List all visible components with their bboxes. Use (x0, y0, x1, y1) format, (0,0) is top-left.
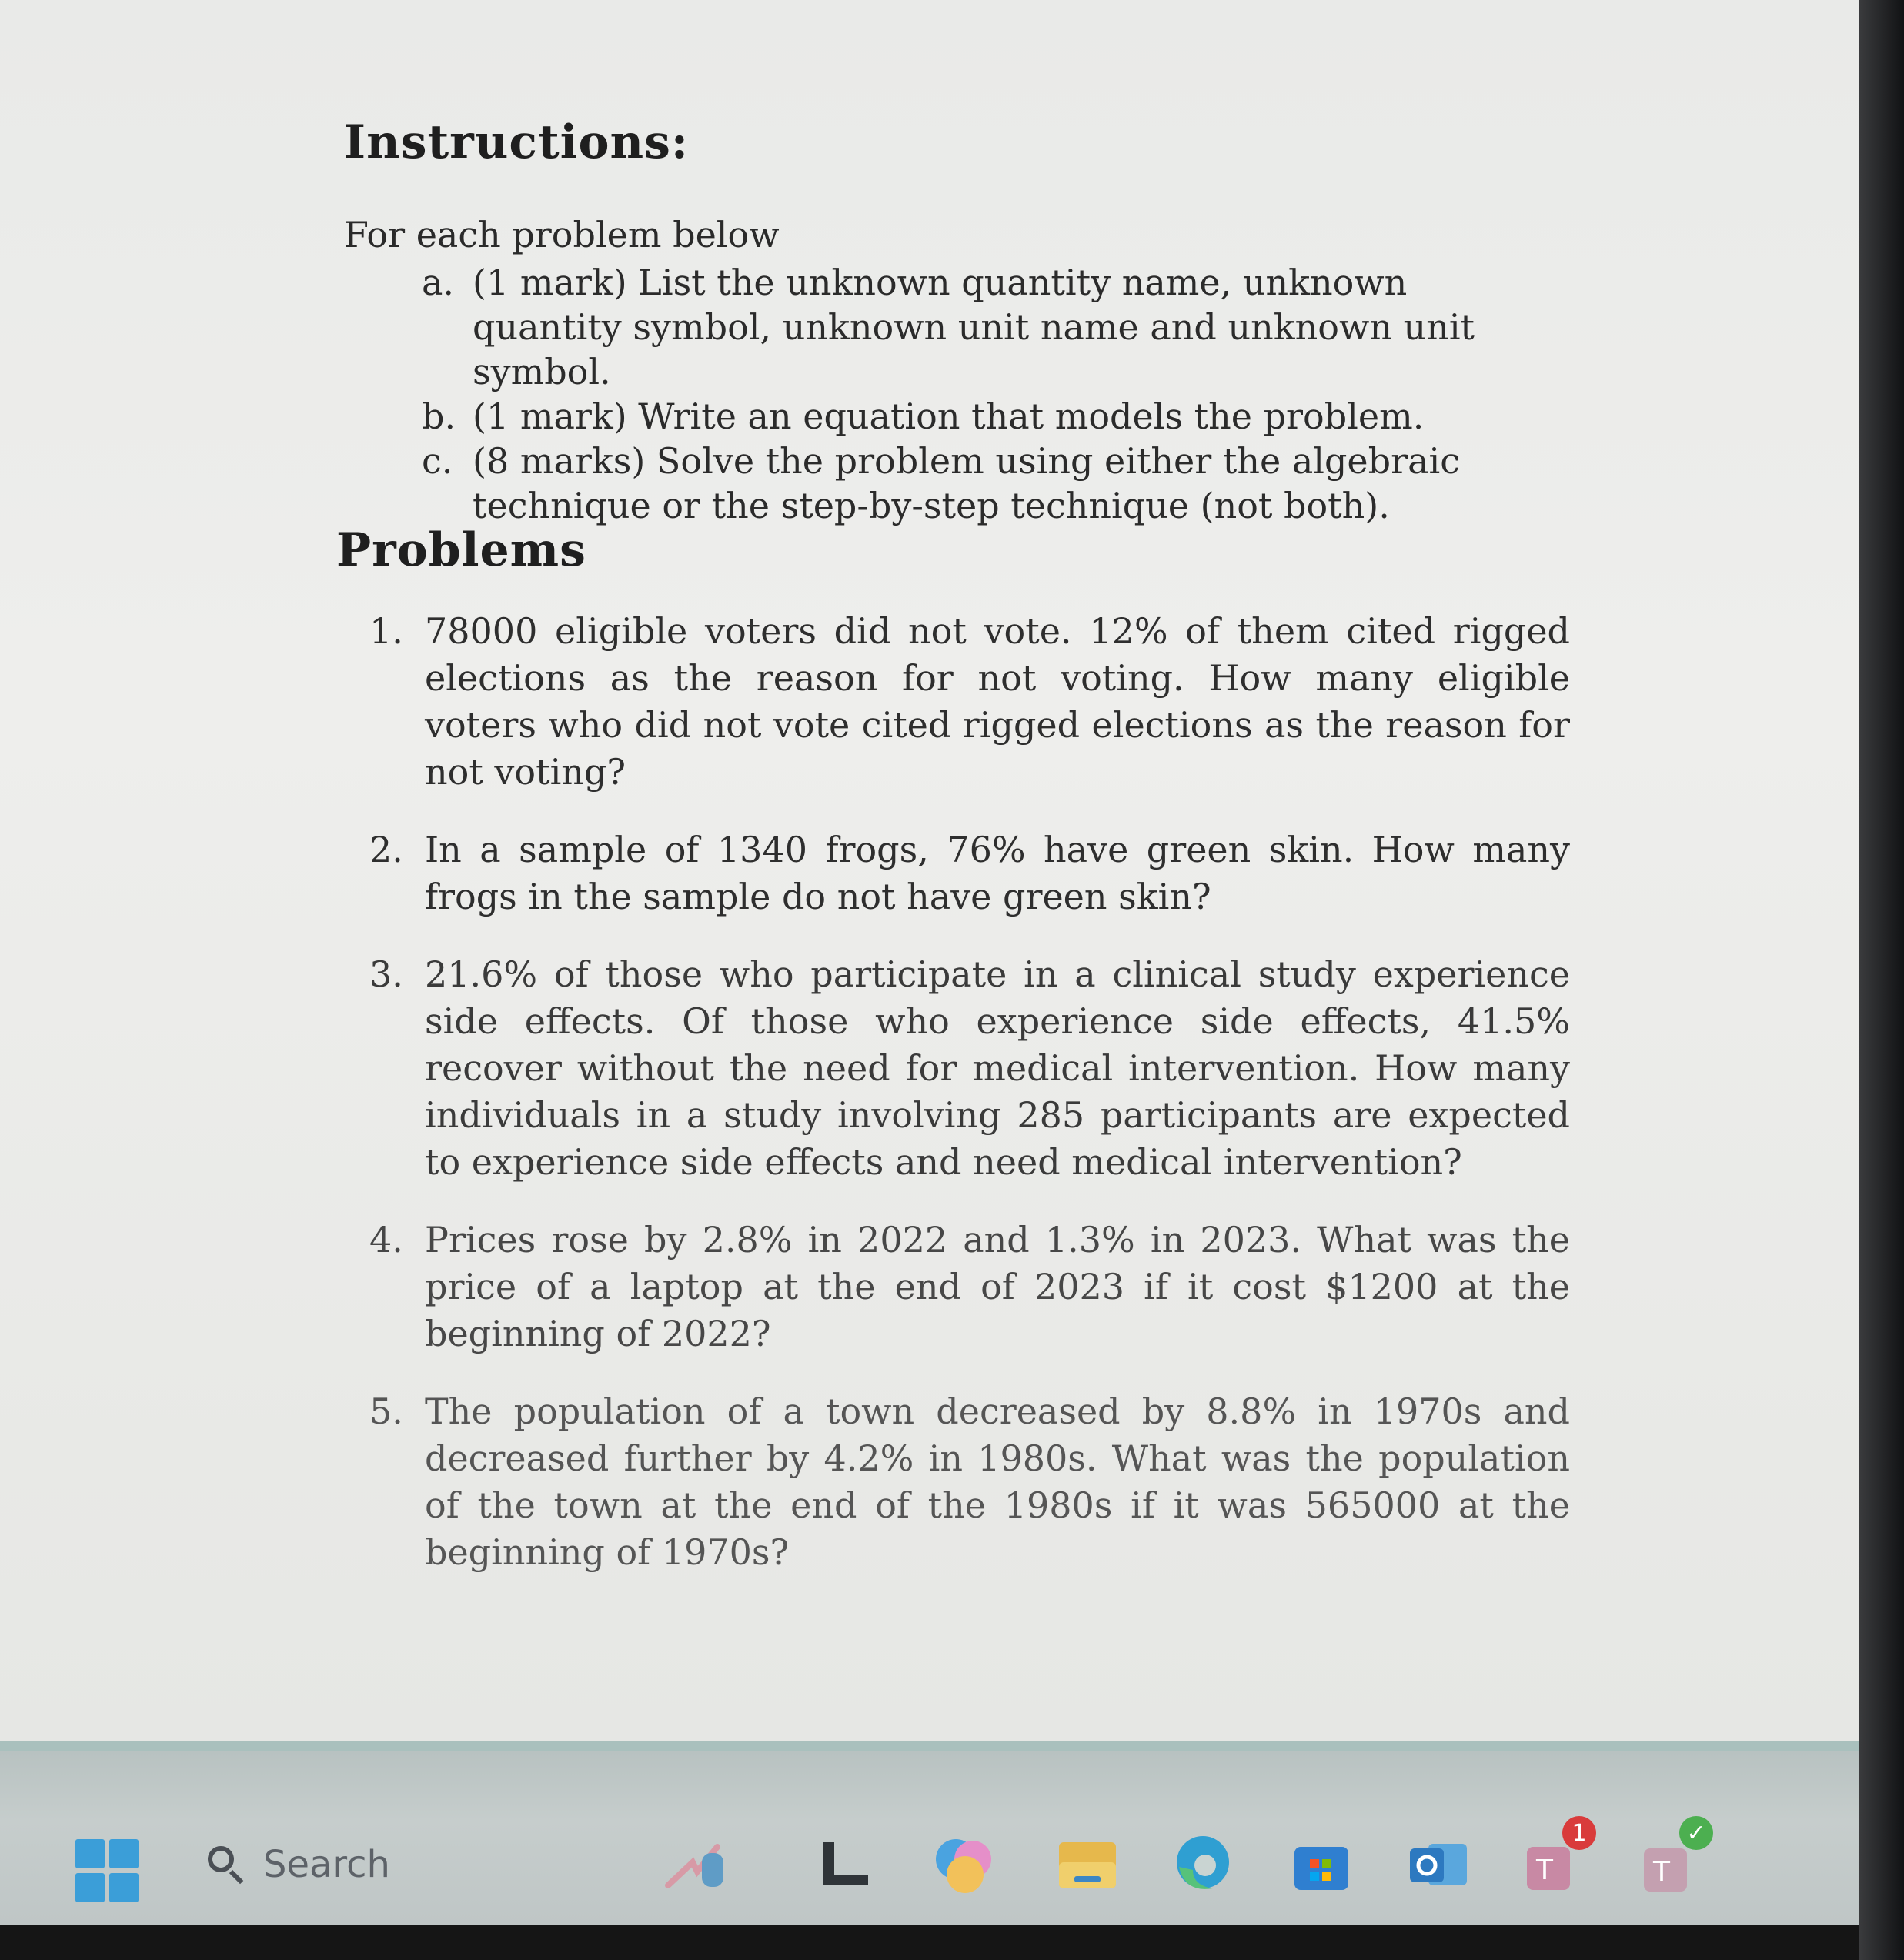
monitor-bezel-right (1859, 0, 1904, 1960)
search-icon (208, 1846, 245, 1883)
problem-item-3 (369, 951, 1570, 1186)
window-bottom-edge (0, 1741, 1886, 1751)
problems-list (369, 608, 1570, 1607)
problem-number: 2. (369, 829, 403, 870)
instruction-item-c (422, 439, 1515, 528)
instruction-text: (1 mark) Write an equation that models the problem. (473, 396, 1425, 437)
copilot-colorful-icon[interactable] (931, 1831, 997, 1898)
copilot-app-icon[interactable] (662, 1831, 728, 1898)
widgets-icon[interactable] (813, 1831, 879, 1898)
instruction-item-b (422, 394, 1515, 439)
svg-text:T: T (1653, 1856, 1670, 1888)
problem-number: 1. (369, 610, 403, 652)
problem-item-1 (369, 608, 1570, 796)
teams-icon[interactable] (1521, 1819, 1587, 1898)
instruction-text: (1 mark) List the unknown quantity name, unknown quantity symbol, unknown unit name and unknown unit symbol. (473, 262, 1475, 392)
instructions-intro: For each problem below (344, 214, 780, 255)
problem-number: 5. (369, 1391, 403, 1432)
start-tile (109, 1873, 139, 1902)
problems-heading: Problems (336, 523, 586, 577)
notification-badge: 1 (1562, 1816, 1596, 1850)
teams-classic-icon[interactable] (1638, 1819, 1706, 1898)
instructions-heading: Instructions: (344, 115, 690, 169)
instruction-marker: a. (422, 262, 455, 303)
instruction-text: (8 marks) Solve the problem using either the algebraic technique or the step-by-step technique (not both). (473, 440, 1460, 526)
start-tile (75, 1839, 105, 1868)
problem-text: In a sample of 1340 frogs, 76% have green skin. How many frogs in the sample do not have green skin? (425, 829, 1570, 917)
problem-text: 21.6% of those who participate in a clinical study experience side effects. Of those who experience side effects, 41.5% recover without the need for medical intervention. How many individuals in a study involving 285 participants are expected to experience side effects and need medical intervention? (425, 953, 1570, 1183)
outlook-icon[interactable] (1405, 1831, 1471, 1898)
problem-number: 4. (369, 1219, 403, 1260)
monitor-bezel (0, 1925, 1904, 1960)
problem-item-2 (369, 826, 1570, 920)
start-tile (75, 1873, 105, 1902)
microsoft-store-icon[interactable] (1288, 1831, 1355, 1898)
instruction-item-a (422, 260, 1515, 394)
svg-text:T: T (1536, 1855, 1553, 1886)
instruction-marker: b. (422, 396, 456, 437)
edge-browser-icon[interactable] (1170, 1831, 1236, 1898)
problem-text: 78000 eligible voters did not vote. 12% of them cited rigged elections as the reason for not voting. How many eligible voters who did not vote cited rigged elections as the reason for not voting? (425, 610, 1570, 793)
start-tile (109, 1839, 139, 1868)
instruction-marker: c. (422, 440, 453, 482)
search-label: Search (263, 1843, 390, 1886)
problem-number: 3. (369, 953, 403, 995)
file-explorer-icon[interactable] (1054, 1831, 1121, 1898)
problem-item-5 (369, 1388, 1570, 1576)
taskbar-search-box[interactable] (185, 1822, 616, 1907)
windows-start-icon[interactable] (75, 1839, 139, 1902)
problem-text: The population of a town decreased by 8.8% in 1970s and decreased further by 4.2% in 1980s. What was the population of the town at the end of the 1980s if it was 565000 at the beginning of 1970s? (425, 1391, 1570, 1573)
instructions-list (422, 260, 1515, 528)
problem-text: Prices rose by 2.8% in 2022 and 1.3% in 2023. What was the price of a laptop at the end of 2023 if it cost $1200 at the beginning of 2022? (425, 1219, 1570, 1354)
checkmark-status-icon: ✓ (1679, 1816, 1713, 1850)
problem-item-4 (369, 1217, 1570, 1357)
